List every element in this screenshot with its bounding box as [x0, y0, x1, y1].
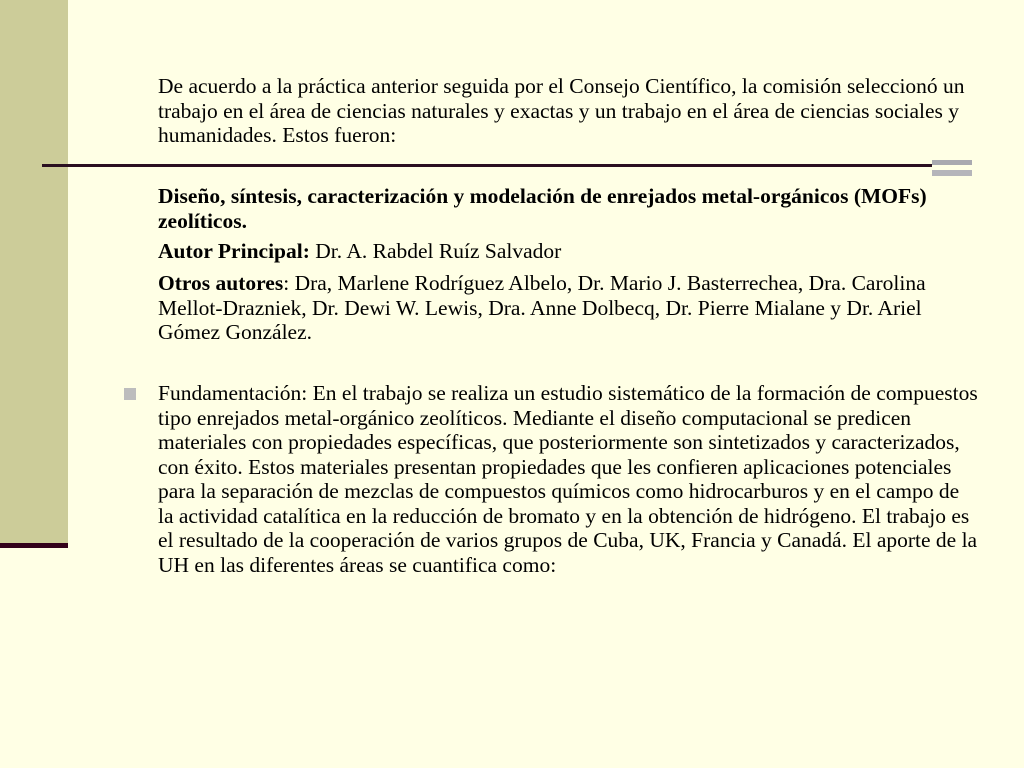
bullet-square-icon [124, 388, 136, 400]
divider-accent-bottom [932, 170, 972, 176]
principal-author-value: Dr. A. Rabdel Ruíz Salvador [309, 239, 562, 263]
intro-text: De acuerdo a la práctica anterior seguida por el Consejo Científico, la comisión seleccionó un trabajo en el área de ciencias naturales y exactas y un trabajo en el área de ciencias sociales y humanidades. Estos fueron: [158, 74, 965, 147]
work-title-text: Diseño, síntesis, caracterización y modelación de enrejados metal-orgánicos (MOFs) zeolíticos. [158, 184, 927, 233]
side-decoration-strip [0, 0, 68, 544]
divider-line [42, 164, 932, 167]
fundamentacion-paragraph [158, 381, 978, 577]
fundamentacion-text: Fundamentación: En el trabajo se realiza un estudio sistemático de la formación de compuestos tipo enrejados metal-orgánico zeolíticos. Mediante el diseño computacional se predicen materiales con propiedades específicas, que posteriormente son sintetizados y caracterizados, con éxito. Estos materiales presentan propiedades que les confieren aplicaciones potenciales para la separación de mezclas de compuestos químicos como hidrocarburos y en el campo de la actividad catalítica en la reducción de bromato y en la obtención de hidrógeno. El trabajo es el resultado de la cooperación de varios grupos de Cuba, UK, Francia y Canadá. El aporte de la UH en las diferentes áreas se cuantifica como: [158, 381, 978, 577]
work-title [158, 184, 978, 233]
other-authors-label: Otros autores [158, 271, 284, 295]
side-decoration-bar [0, 543, 68, 548]
principal-author [158, 239, 978, 264]
principal-author-label: Autor Principal: [158, 239, 310, 263]
intro-paragraph [158, 74, 978, 148]
other-authors-value: : Dra, Marlene Rodríguez Albelo, Dr. Mario J. Basterrechea, Dra. Carolina Mellot-Drazniek, Dr. Dewi W. Lewis, Dra. Anne Dolbecq, Dr. Pierre Mialane y Dr. Ariel Gómez González. [158, 271, 926, 344]
other-authors [158, 271, 978, 345]
divider-accent-top [932, 160, 972, 165]
